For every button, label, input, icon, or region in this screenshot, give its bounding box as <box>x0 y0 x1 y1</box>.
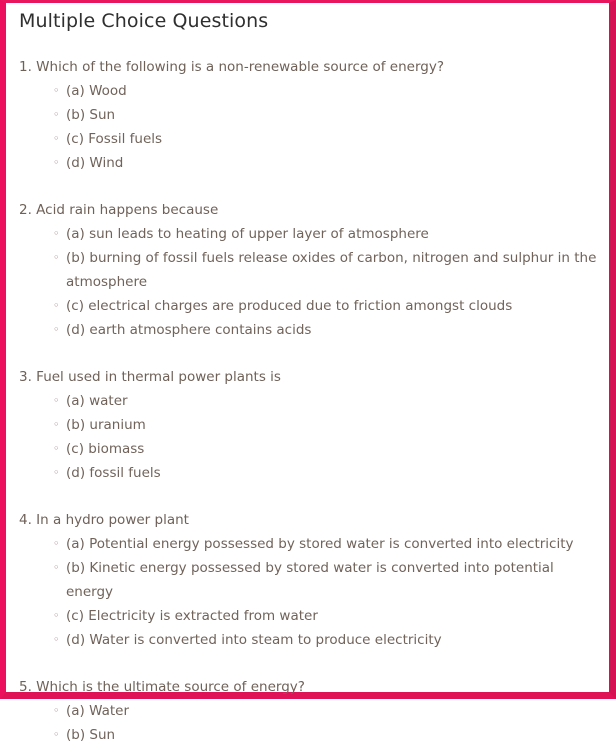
option-label: (a) sun leads to heating of upper layer of atmosphere <box>66 226 429 242</box>
option-item[interactable] <box>6 246 609 294</box>
option-item[interactable] <box>6 389 609 413</box>
option-item[interactable] <box>6 437 609 461</box>
circle-bullet-icon: ◦ <box>53 418 60 431</box>
circle-bullet-icon: ◦ <box>53 466 60 479</box>
option-label: (a) water <box>66 393 128 409</box>
option-label: (b) Sun <box>66 107 116 123</box>
option-label: (c) electrical charges are produced due to friction amongst clouds <box>66 298 513 314</box>
circle-bullet-icon: ◦ <box>53 227 60 240</box>
circle-bullet-icon: ◦ <box>53 84 60 97</box>
option-item[interactable] <box>6 318 609 342</box>
option-label: (c) Electricity is extracted from water <box>66 608 318 624</box>
option-list <box>6 79 609 175</box>
circle-bullet-icon: ◦ <box>53 299 60 312</box>
option-label: (c) biomass <box>66 441 145 457</box>
questions-list <box>6 34 609 747</box>
question-block <box>6 485 609 652</box>
question-block <box>6 175 609 342</box>
option-label: (b) burning of fossil fuels release oxides of carbon, nitrogen and sulphur in the atmosphere <box>66 250 597 290</box>
option-list <box>6 699 609 747</box>
question-block <box>6 34 609 175</box>
circle-bullet-icon: ◦ <box>53 728 60 741</box>
option-label: (b) Kinetic energy possessed by stored water is converted into potential energy <box>66 560 554 600</box>
circle-bullet-icon: ◦ <box>53 609 60 622</box>
option-item[interactable] <box>6 604 609 628</box>
question-block <box>6 652 609 747</box>
question-text: 1. Which of the following is a non-renewable source of energy? <box>19 59 444 75</box>
option-label: (d) fossil fuels <box>66 465 161 481</box>
question-text: 3. Fuel used in thermal power plants is <box>19 369 281 385</box>
circle-bullet-icon: ◦ <box>53 323 60 336</box>
option-item[interactable] <box>6 461 609 485</box>
option-label: (a) Water <box>66 703 130 719</box>
option-label: (a) Wood <box>66 83 127 99</box>
option-item[interactable] <box>6 151 609 175</box>
circle-bullet-icon: ◦ <box>53 442 60 455</box>
option-item[interactable] <box>6 723 609 747</box>
option-item[interactable] <box>6 628 609 652</box>
option-item[interactable] <box>6 699 609 723</box>
question-text: 4. In a hydro power plant <box>19 512 189 528</box>
question-text: 2. Acid rain happens because <box>19 202 219 218</box>
option-list <box>6 222 609 342</box>
page-title: Multiple Choice Questions <box>19 10 269 32</box>
circle-bullet-icon: ◦ <box>53 537 60 550</box>
option-item[interactable] <box>6 294 609 318</box>
circle-bullet-icon: ◦ <box>53 132 60 145</box>
option-item[interactable] <box>6 532 609 556</box>
option-label: (d) earth atmosphere contains acids <box>66 322 312 338</box>
circle-bullet-icon: ◦ <box>53 251 60 264</box>
circle-bullet-icon: ◦ <box>53 561 60 574</box>
option-label: (d) Wind <box>66 155 124 171</box>
option-item[interactable] <box>6 127 609 151</box>
option-item[interactable] <box>6 79 609 103</box>
option-item[interactable] <box>6 103 609 127</box>
option-label: (a) Potential energy possessed by stored water is converted into electricity <box>66 536 574 552</box>
option-label: (b) Sun <box>66 727 116 743</box>
option-item[interactable] <box>6 556 609 604</box>
option-label: (b) uranium <box>66 417 146 433</box>
option-list <box>6 532 609 652</box>
circle-bullet-icon: ◦ <box>53 704 60 717</box>
question-text: 5. Which is the ultimate source of energy? <box>19 679 305 695</box>
option-item[interactable] <box>6 222 609 246</box>
option-list <box>6 389 609 485</box>
circle-bullet-icon: ◦ <box>53 156 60 169</box>
option-label: (d) Water is converted into steam to produce electricity <box>66 632 442 648</box>
option-label: (c) Fossil fuels <box>66 131 163 147</box>
circle-bullet-icon: ◦ <box>53 108 60 121</box>
option-item[interactable] <box>6 413 609 437</box>
document-body <box>6 3 609 743</box>
circle-bullet-icon: ◦ <box>53 633 60 646</box>
circle-bullet-icon: ◦ <box>53 394 60 407</box>
question-block <box>6 342 609 485</box>
